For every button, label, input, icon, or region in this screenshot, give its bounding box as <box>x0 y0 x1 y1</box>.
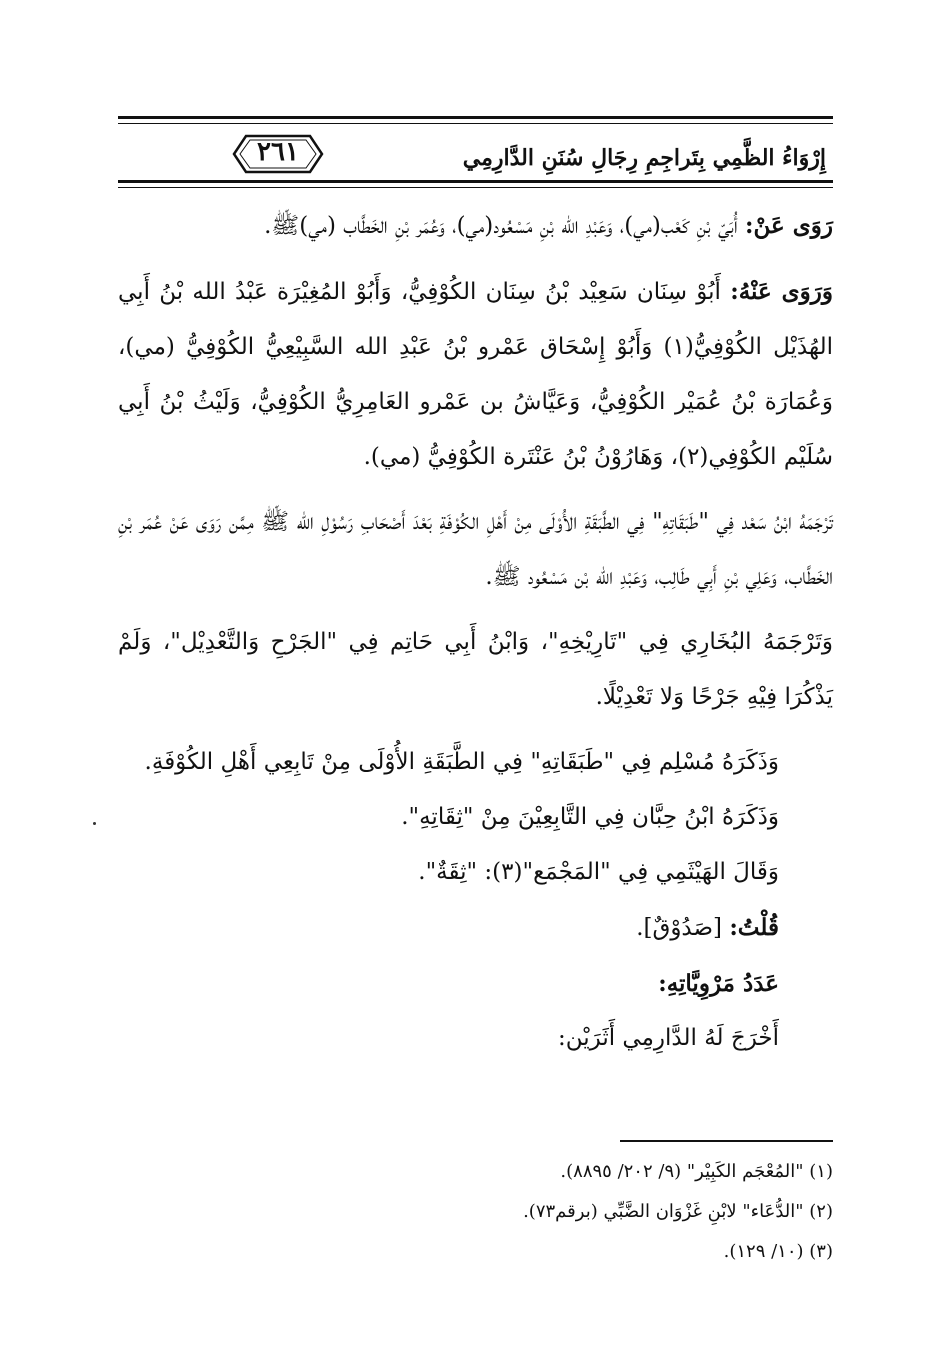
verdict-text: [صَدُوْقٌ]. <box>636 915 730 941</box>
paragraph-verdict <box>118 900 833 956</box>
verdict-label: قُلْتُ: <box>729 914 779 941</box>
footnote-1: (١) "المُعْجَم الكَبِيْر" (٩/ ٢٠٢/ ٨٨٩٥). <box>560 1161 833 1182</box>
paragraph-darimi: أَخْرَجَ لَهُ الدَّارِمِي أَثَرَيْن: <box>557 1025 779 1051</box>
running-header-title: إِرْوَاءُ الظَّمِي بِتَراجِمِ رِجَالِ سُنَنِ الدَّارِمِي <box>462 145 826 171</box>
footnote-2: (٢) "الدُّعَاء" لابْنِ غَزْوَان الضَّبِّي (برقم٧٣). <box>523 1201 833 1222</box>
paragraph-bukhari: وَتَرْجَمَهُ البُخَارِي فِي "تَارِيْخِهِ"، وَابْنُ أَبِي حَاتِم فِي "الجَرْحِ وَالتَّعْدِيْل"، وَلَمْ يَذْكُرَا فِيْهِ جَرْحًا وَلا تَعْدِيْلًا. <box>118 629 833 710</box>
footnote-separator <box>620 1140 833 1142</box>
header-rule-bottom <box>118 180 833 183</box>
paragraph-ibn-saad: تَرْجَمَهُ ابْنُ سَعْد فِي "طَبَقَاتِهِ" فِي الطَّبَقَةِ الأُوْلَى مِنْ أَهْلِ الكُوْفَةِ بَعْدَ أَصْحَابِ رَسُوْلِ الله ﷺ مِمَّن رَوَى عَنْ عُمَر بْنِ الخَطَّاب، وَعَلِي بْنِ أَبِي طَالِب، وَعَبْدِ الله بْن مَسْعُود ﷺ. <box>118 509 833 590</box>
narrations-count-heading: عَدَدُ مَرْوِيَّاتِهِ: <box>658 970 779 997</box>
footnote-3: (٣) (١٠/ ١٢٩). <box>723 1241 833 1262</box>
narrated-from-text: أُبَيّ بْنِ كَعْب(مي)، وَعَبْدِ الله بْنِ مَسْعُود(مي)، وَعُمَر بْنِ الخَطَّاب (مي)ﷺ. <box>264 213 746 239</box>
paragraph-narrated-by <box>118 264 833 485</box>
narrated-by-label: وَرَوَى عَنْهُ: <box>730 278 833 305</box>
main-text <box>118 198 833 1066</box>
narrated-by-text: أَبُوْ سِنَان سَعِيْد بْنُ سِنَان الكُوْفِيُّ، وَأَبُوْ المُغِيْرَة عَبْدُ الله بْنُ أَبِي الهُذَيْل الكُوْفِيُّ(١) وَأَبُوْ إِسْحَاق عَمْرو بْنُ عَبْدِ الله السَّبِيْعِيُّ الكُوْفِيُّ (مي)، وَعُمَارَة بْنُ عُمَيْر الكُوْفِيُّ، وَعَيَّاشُ بن عَمْرو العَامِرِيُّ الكُوْفِيُّ، وَلَيْثُ بْنُ أَبِي سُلَيْم الكُوْفِي(٢)، وَهَارُوْنُ بْنُ عَنْتَرة الكُوْفِيُّ (مي). <box>118 279 834 470</box>
stray-mark <box>93 822 96 825</box>
paragraph-haythami: وَقَالَ الهَيْثَمِي فِي "المَجْمَع"(٣): "ثِقَةٌ". <box>418 859 779 885</box>
narrated-from-label: رَوَى عَنْ: <box>745 212 833 239</box>
header-rule-top <box>118 116 833 119</box>
header-rule-bottom-thin <box>118 187 833 188</box>
paragraph-narrated-from <box>118 198 833 254</box>
header-rule-top-thin <box>118 123 833 124</box>
page-number-frame <box>232 132 324 176</box>
footnotes <box>118 1152 833 1272</box>
paragraph-muslim: وَذَكَرَهُ مُسْلِم فِي "طَبَقَاتِهِ" فِي الطَّبَقَةِ الأُوْلَى مِنْ تَابِعِي أَهْلِ الكُوْفَةِ. <box>144 749 779 775</box>
page-number: ٢٦١ <box>257 137 299 167</box>
paragraph-ibn-hibban: وَذَكَرَهُ ابْنُ حِبَّان فِي التَّابِعِيْنَ مِنْ "ثِقَاتِهِ". <box>401 804 779 830</box>
